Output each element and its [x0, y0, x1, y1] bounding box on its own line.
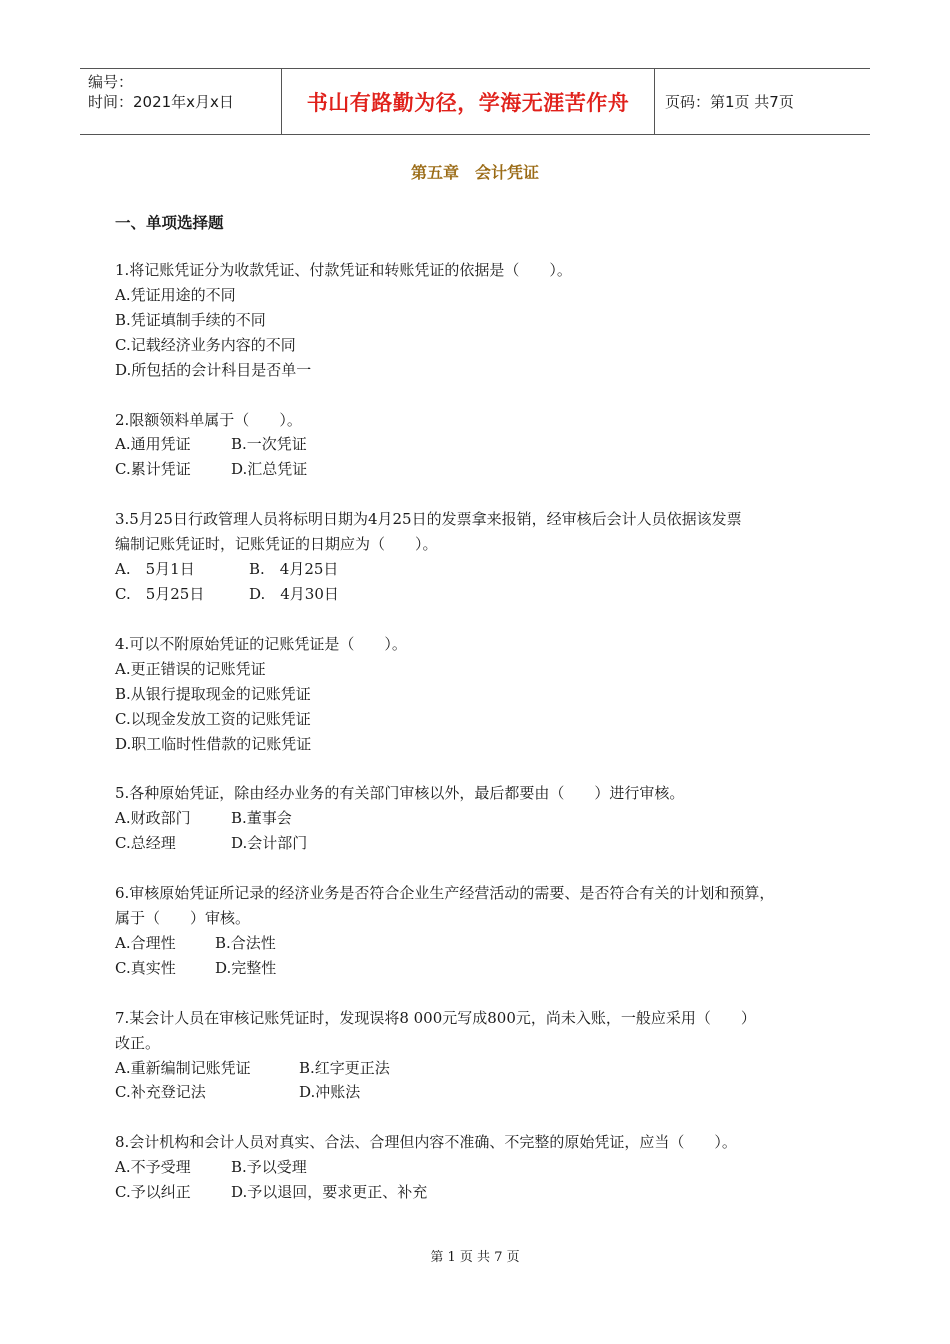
- question-stem: 4.可以不附原始凭证的记账凭证是（ ）。: [115, 634, 407, 653]
- option-text: B.董事会: [231, 809, 292, 828]
- option-text: A.重新编制记账凭证: [115, 1058, 251, 1077]
- question-stem: 改正。: [115, 1033, 161, 1052]
- document-time-label: 时间：2021年x月x日: [88, 93, 234, 111]
- option-text: B.合法性: [215, 933, 276, 952]
- option-row: [115, 831, 855, 856]
- question-item: [115, 881, 855, 981]
- header-motto: 书山有路勤为径，学海无涯苦作舟: [282, 69, 655, 134]
- option-text: B.红字更正法: [299, 1058, 390, 1077]
- header-meta: [80, 69, 282, 134]
- question-stem: 2.限额领料单属于（ ）。: [115, 410, 302, 429]
- option-row: [115, 1080, 855, 1105]
- question-item: [115, 507, 855, 607]
- option-text: C.累计凭证: [115, 460, 191, 479]
- option-row: [115, 358, 855, 383]
- option-text: B.从银行提取现金的记账凭证: [115, 684, 311, 703]
- question-list: [115, 258, 855, 1230]
- option-text: D.会计部门: [231, 834, 308, 853]
- question-stem: 5.各种原始凭证，除由经办业务的有关部门审核以外，最后都要由（ ）进行审核。: [115, 784, 685, 803]
- question-stem: 1.将记账凭证分为收款凭证、付款凭证和转账凭证的依据是（ ）。: [115, 261, 572, 279]
- question-item: [115, 781, 855, 856]
- question-stem: 8.会计机构和会计人员对真实、合法、合理但内容不准确、不完整的原始凭证，应当（ ）。: [115, 1133, 737, 1152]
- option-text: A.通用凭证: [115, 435, 191, 454]
- question-stem: 属于（ ）审核。: [115, 909, 251, 928]
- option-text: B. 4月25日: [249, 560, 339, 579]
- option-text: D.冲账法: [299, 1083, 361, 1102]
- option-text: B.凭证填制手续的不同: [115, 310, 266, 329]
- option-row: [115, 432, 855, 457]
- option-text: D.汇总凭证: [231, 460, 308, 479]
- option-row: [115, 557, 855, 582]
- option-text: B.一次凭证: [231, 435, 307, 454]
- question-item: [115, 632, 855, 757]
- option-text: A.不予受理: [115, 1158, 191, 1177]
- option-text: C.记载经济业务内容的不同: [115, 335, 296, 354]
- option-text: A.更正错误的记账凭证: [115, 659, 266, 678]
- question-item: [115, 1006, 855, 1106]
- option-row: [115, 1056, 855, 1081]
- question-stem: 3.5月25日行政管理人员将标明日期为4月25日的发票拿来报销，经审核后会计人员依据该发票: [115, 510, 742, 529]
- option-text: D.完整性: [215, 958, 277, 977]
- question-item: [115, 1130, 855, 1205]
- option-text: D. 4月30日: [249, 584, 339, 603]
- header-page-info: 页码：第1页 共7页: [665, 93, 794, 111]
- option-row: [115, 956, 855, 981]
- option-text: D.职工临时性借款的记账凭证: [115, 734, 312, 753]
- option-row: [115, 931, 855, 956]
- question-stem: 7.某会计人员在审核记账凭证时，发现误将8 000元写成800元，尚未入账，一般应采用（ ）: [115, 1008, 756, 1027]
- section-title: 一、单项选择题: [115, 214, 224, 232]
- question-item: [115, 258, 855, 383]
- option-text: C.予以纠正: [115, 1183, 191, 1202]
- option-text: C. 5月25日: [115, 584, 205, 603]
- option-text: C.补充登记法: [115, 1083, 206, 1102]
- question-stem: 6.审核原始凭证所记录的经济业务是否符合企业生产经营活动的需要、是否符合有关的计划和预算，: [115, 884, 775, 903]
- option-row: [115, 308, 855, 333]
- option-row: [115, 707, 855, 732]
- page-footer: 第 1 页 共 7 页: [430, 1250, 520, 1265]
- option-text: B.予以受理: [231, 1158, 307, 1177]
- option-text: A. 5月1日: [115, 560, 195, 579]
- option-text: A.合理性: [115, 933, 176, 952]
- option-row: [115, 732, 855, 757]
- question-stem: 编制记账凭证时，记账凭证的日期应为（ ）。: [115, 535, 438, 554]
- option-row: [115, 806, 855, 831]
- option-text: C.真实性: [115, 958, 176, 977]
- option-row: [115, 582, 855, 607]
- option-text: C.总经理: [115, 834, 176, 853]
- option-text: A.财政部门: [115, 809, 191, 828]
- option-text: A.凭证用途的不同: [115, 285, 236, 304]
- option-row: [115, 283, 855, 308]
- chapter-title: 第五章 会计凭证: [410, 163, 539, 182]
- option-row: [115, 1155, 855, 1180]
- document-header: [80, 68, 870, 135]
- option-text: D.所包括的会计科目是否单一: [115, 360, 312, 379]
- option-text: D.予以退回，要求更正、补充: [231, 1183, 428, 1202]
- document-number-label: 编号：: [88, 73, 134, 91]
- option-row: [115, 1180, 855, 1205]
- option-row: [115, 682, 855, 707]
- question-item: [115, 408, 855, 483]
- option-row: [115, 657, 855, 682]
- option-row: [115, 333, 855, 358]
- option-text: C.以现金发放工资的记账凭证: [115, 709, 311, 728]
- option-row: [115, 457, 855, 482]
